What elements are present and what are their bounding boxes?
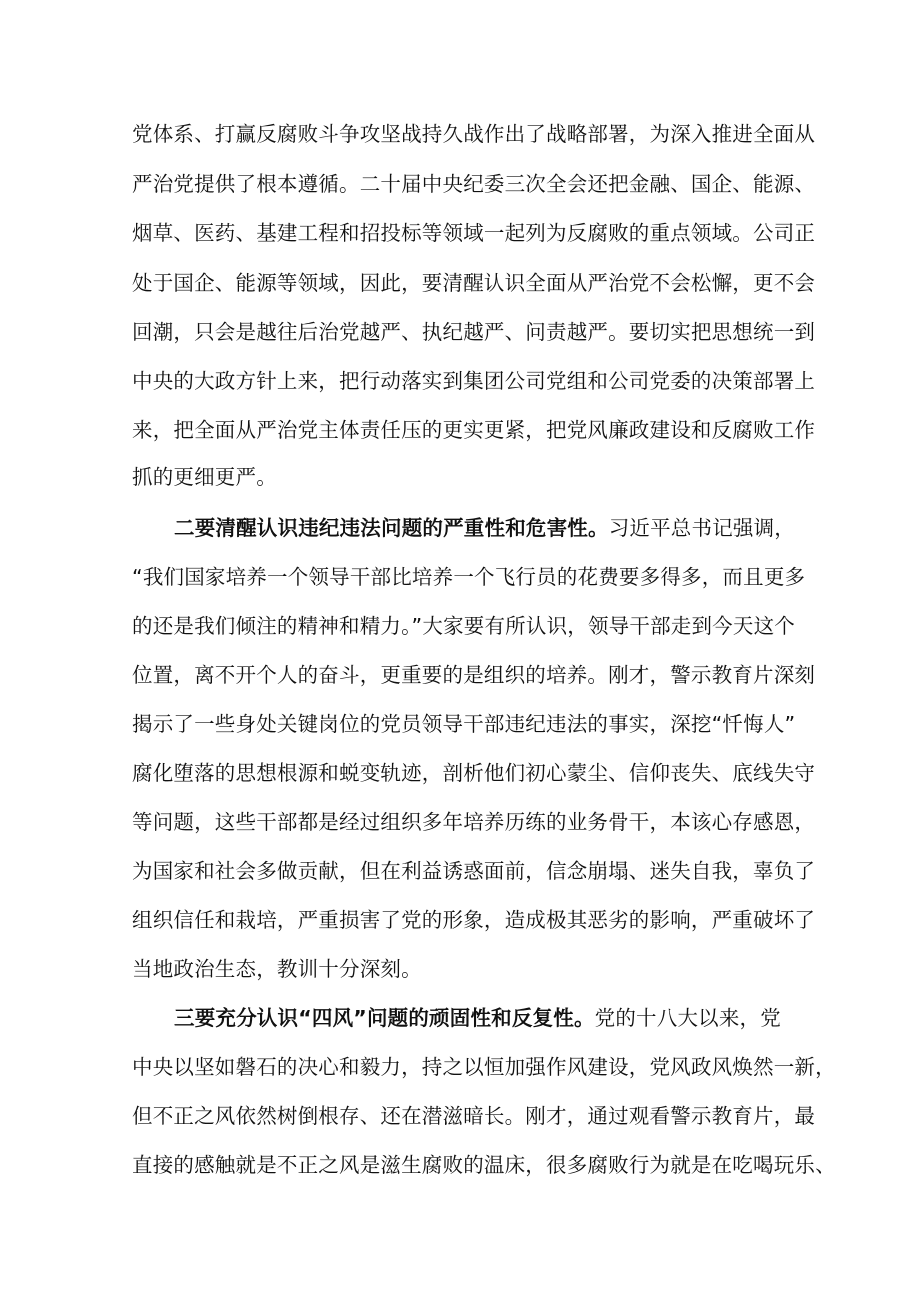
paragraph-1-line: 回潮，只会是越往后治党越严、执纪越严、问责越严。要切实把思想统一到 xyxy=(132,320,816,344)
paragraph-3-line: 但不正之风依然树倒根存、还在潜滋暗长。刚才，通过观看警示教育片，最 xyxy=(132,1104,816,1128)
paragraph-1-line: 抓的更细更严。 xyxy=(132,465,277,489)
paragraph-3-first-line xyxy=(174,1005,781,1031)
paragraph-1-line: 来，把全面从严治党主体责任压的更实更紧，把党风廉政建设和反腐败工作 xyxy=(132,418,816,442)
paragraph-1-line: 烟草、医药、基建工程和招投标等领域一起列为反腐败的重点领域。公司正 xyxy=(132,221,816,245)
paragraph-2-line: 当地政治生态，教训十分深刻。 xyxy=(132,957,422,981)
paragraph-2-line: 为国家和社会多做贡献，但在利益诱惑面前，信念崩塌、迷失自我，辜负了 xyxy=(132,859,816,883)
paragraph-2-line: 揭示了一些身处关键岗位的党员领导干部违纪违法的事实，深挖“忏悔人” xyxy=(132,712,796,736)
paragraph-2-line: 位置，离不开个人的奋斗，更重要的是组织的培养。刚才，警示教育片深刻 xyxy=(132,663,816,687)
paragraph-2-heading: 二要清醒认识违纪违法问题的严重性和危害性。 xyxy=(174,516,609,540)
paragraph-2-line: 的还是我们倾注的精神和精力。”大家要有所认识，领导干部走到今天这个 xyxy=(132,614,795,638)
paragraph-2-first-line-text: 习近平总书记强调， xyxy=(608,516,796,540)
paragraph-2-line: “我们国家培养一个领导干部比培养一个飞行员的花费要多得多，而且更多 xyxy=(132,565,806,589)
paragraph-1-line: 严治党提供了根本遵循。二十届中央纪委三次全会还把金融、国企、能源、 xyxy=(132,172,816,196)
paragraph-1-line: 党体系、打赢反腐败斗争攻坚战持久战作出了战略部署，为深入推进全面从 xyxy=(132,122,816,146)
paragraph-3-line: 直接的感触就是不正之风是滋生腐败的温床，很多腐败行为就是在吃喝玩乐、 xyxy=(132,1153,836,1177)
paragraph-2-line: 组织信任和栽培，严重损害了党的形象，造成极其恶劣的影响，严重破坏了 xyxy=(132,908,816,932)
paragraph-1-line: 中央的大政方针上来，把行动落实到集团公司党组和公司党委的决策部署上 xyxy=(132,369,816,393)
paragraph-2-line: 等问题，这些干部都是经过组织多年培养历练的业务骨干，本该心存感恩， xyxy=(132,810,816,834)
paragraph-3-line: 中央以坚如磐石的决心和毅力，持之以恒加强作风建设，党风政风焕然一新， xyxy=(132,1055,836,1079)
paragraph-2-first-line xyxy=(174,515,795,541)
paragraph-2-line: 腐化堕落的思想根源和蜕变轨迹，剖析他们初心蒙尘、信仰丧失、底线失守 xyxy=(132,761,816,785)
paragraph-3-first-line-text: 党的十八大以来，党 xyxy=(594,1006,781,1030)
paragraph-3-heading: 三要充分认识“四风”问题的顽固性和反复性。 xyxy=(174,1006,595,1030)
paragraph-1-line: 处于国企、能源等领域，因此，要清醒认识全面从严治党不会松懈，更不会 xyxy=(132,271,816,295)
